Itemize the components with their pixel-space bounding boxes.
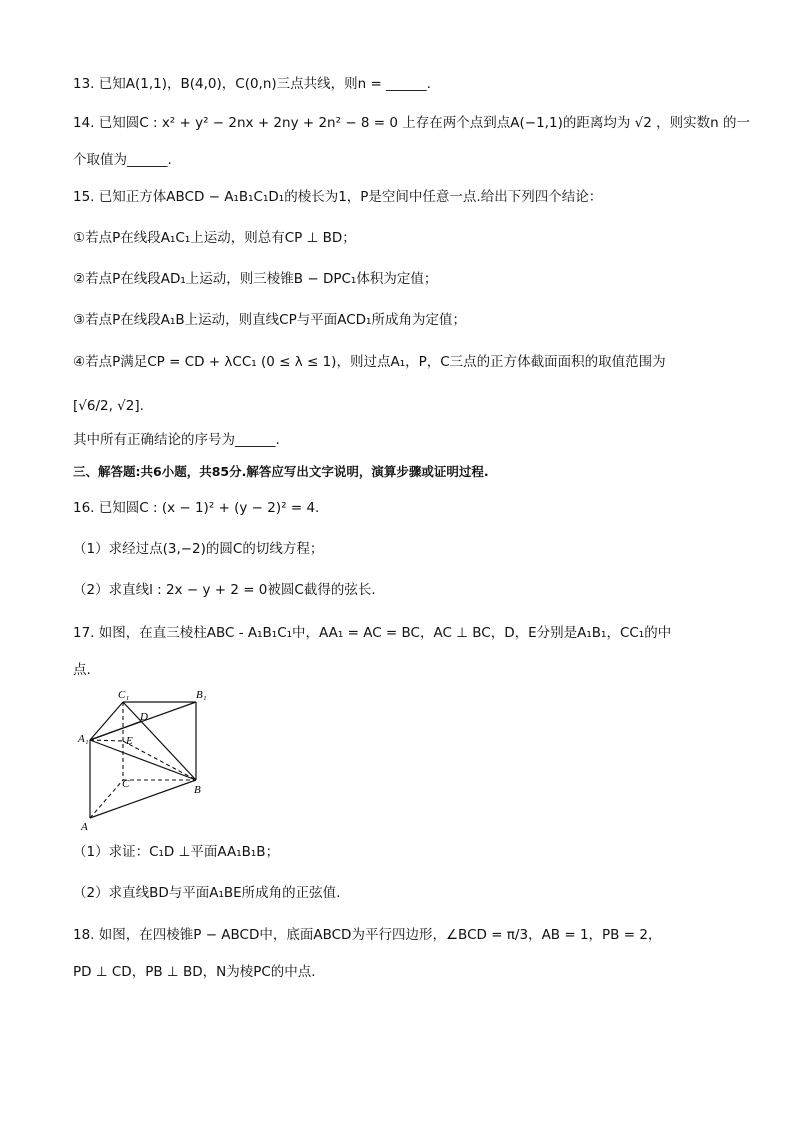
question-15-conclusion-1: ①若点P在线段A₁C₁上运动，则总有CP ⊥ BD； [73,230,356,246]
label-B: B [194,784,201,796]
question-17-line-1: 17. 如图，在直三棱柱ABC - A₁B₁C₁中，AA₁ = AC = BC，AC ⊥ BC，D，E分别是A₁B₁，CC₁的中 [73,625,672,641]
label-A1: A₁ [78,733,89,745]
question-15-stem: 15. 已知正方体ABCD − A₁B₁C₁D₁的棱长为1，P是空间中任意一点.给出下列四个结论： [73,189,603,205]
question-15-conclusion-4: ④若点P满足CP = CD + λCC₁ (0 ≤ λ ≤ 1)，则过点A₁，P，C三点的正方体截面面积的取值范围为 [73,354,666,370]
question-17-line-2: 点. [73,662,91,678]
section-3-header: 三、解答题:共6小题，共85分.解答应写出文字说明，演算步骤或证明过程. [73,464,489,479]
label-E: E [126,735,133,747]
question-16-part-1: （1）求经过点(3,−2)的圆C的切线方程； [73,541,324,557]
label-C: C [122,778,130,790]
question-17-part-2: （2）求直线BD与平面A₁BE所成角的正弦值. [73,885,341,901]
label-B1: B₁ [196,689,207,701]
label-C1: C₁ [118,689,130,701]
question-13: 13. 已知A(1,1)，B(4,0)，C(0,n)三点共线，则n = ______. [73,76,431,92]
question-16-part-2: （2）求直线l : 2x − y + 2 = 0被圆C截得的弦长. [73,582,376,598]
question-14-line-1: 14. 已知圆C : x² + y² − 2nx + 2ny + 2n² − 8 = 0 上存在两个点到点A(−1,1)的距离均为 √2 ，则实数n 的一 [73,115,750,131]
question-18-line-2: PD ⊥ CD，PB ⊥ BD，N为棱PC的中点. [73,964,316,980]
question-15-ask: 其中所有正确结论的序号为______. [73,432,280,448]
question-17-part-1: （1）求证：C₁D ⊥平面AA₁B₁B； [73,844,280,860]
question-15-conclusion-4-range: [√6/2, √2]. [73,398,144,414]
question-16-stem: 16. 已知圆C : (x − 1)² + (y − 2)² = 4. [73,500,320,516]
label-A: A [81,821,88,833]
question-18-line-1: 18. 如图，在四棱锥P − ABCD中，底面ABCD为平行四边形，∠BCD = π/3，AB = 1，PB = 2， [73,927,662,943]
question-14-line-2: 个取值为______. [73,152,172,168]
prism-figure [72,684,232,834]
question-15-conclusion-2: ②若点P在线段AD₁上运动，则三棱锥B − DPC₁体积为定值； [73,271,438,287]
question-15-conclusion-3: ③若点P在线段A₁B上运动，则直线CP与平面ACD₁所成角为定值； [73,312,466,328]
label-D: D [140,711,148,723]
